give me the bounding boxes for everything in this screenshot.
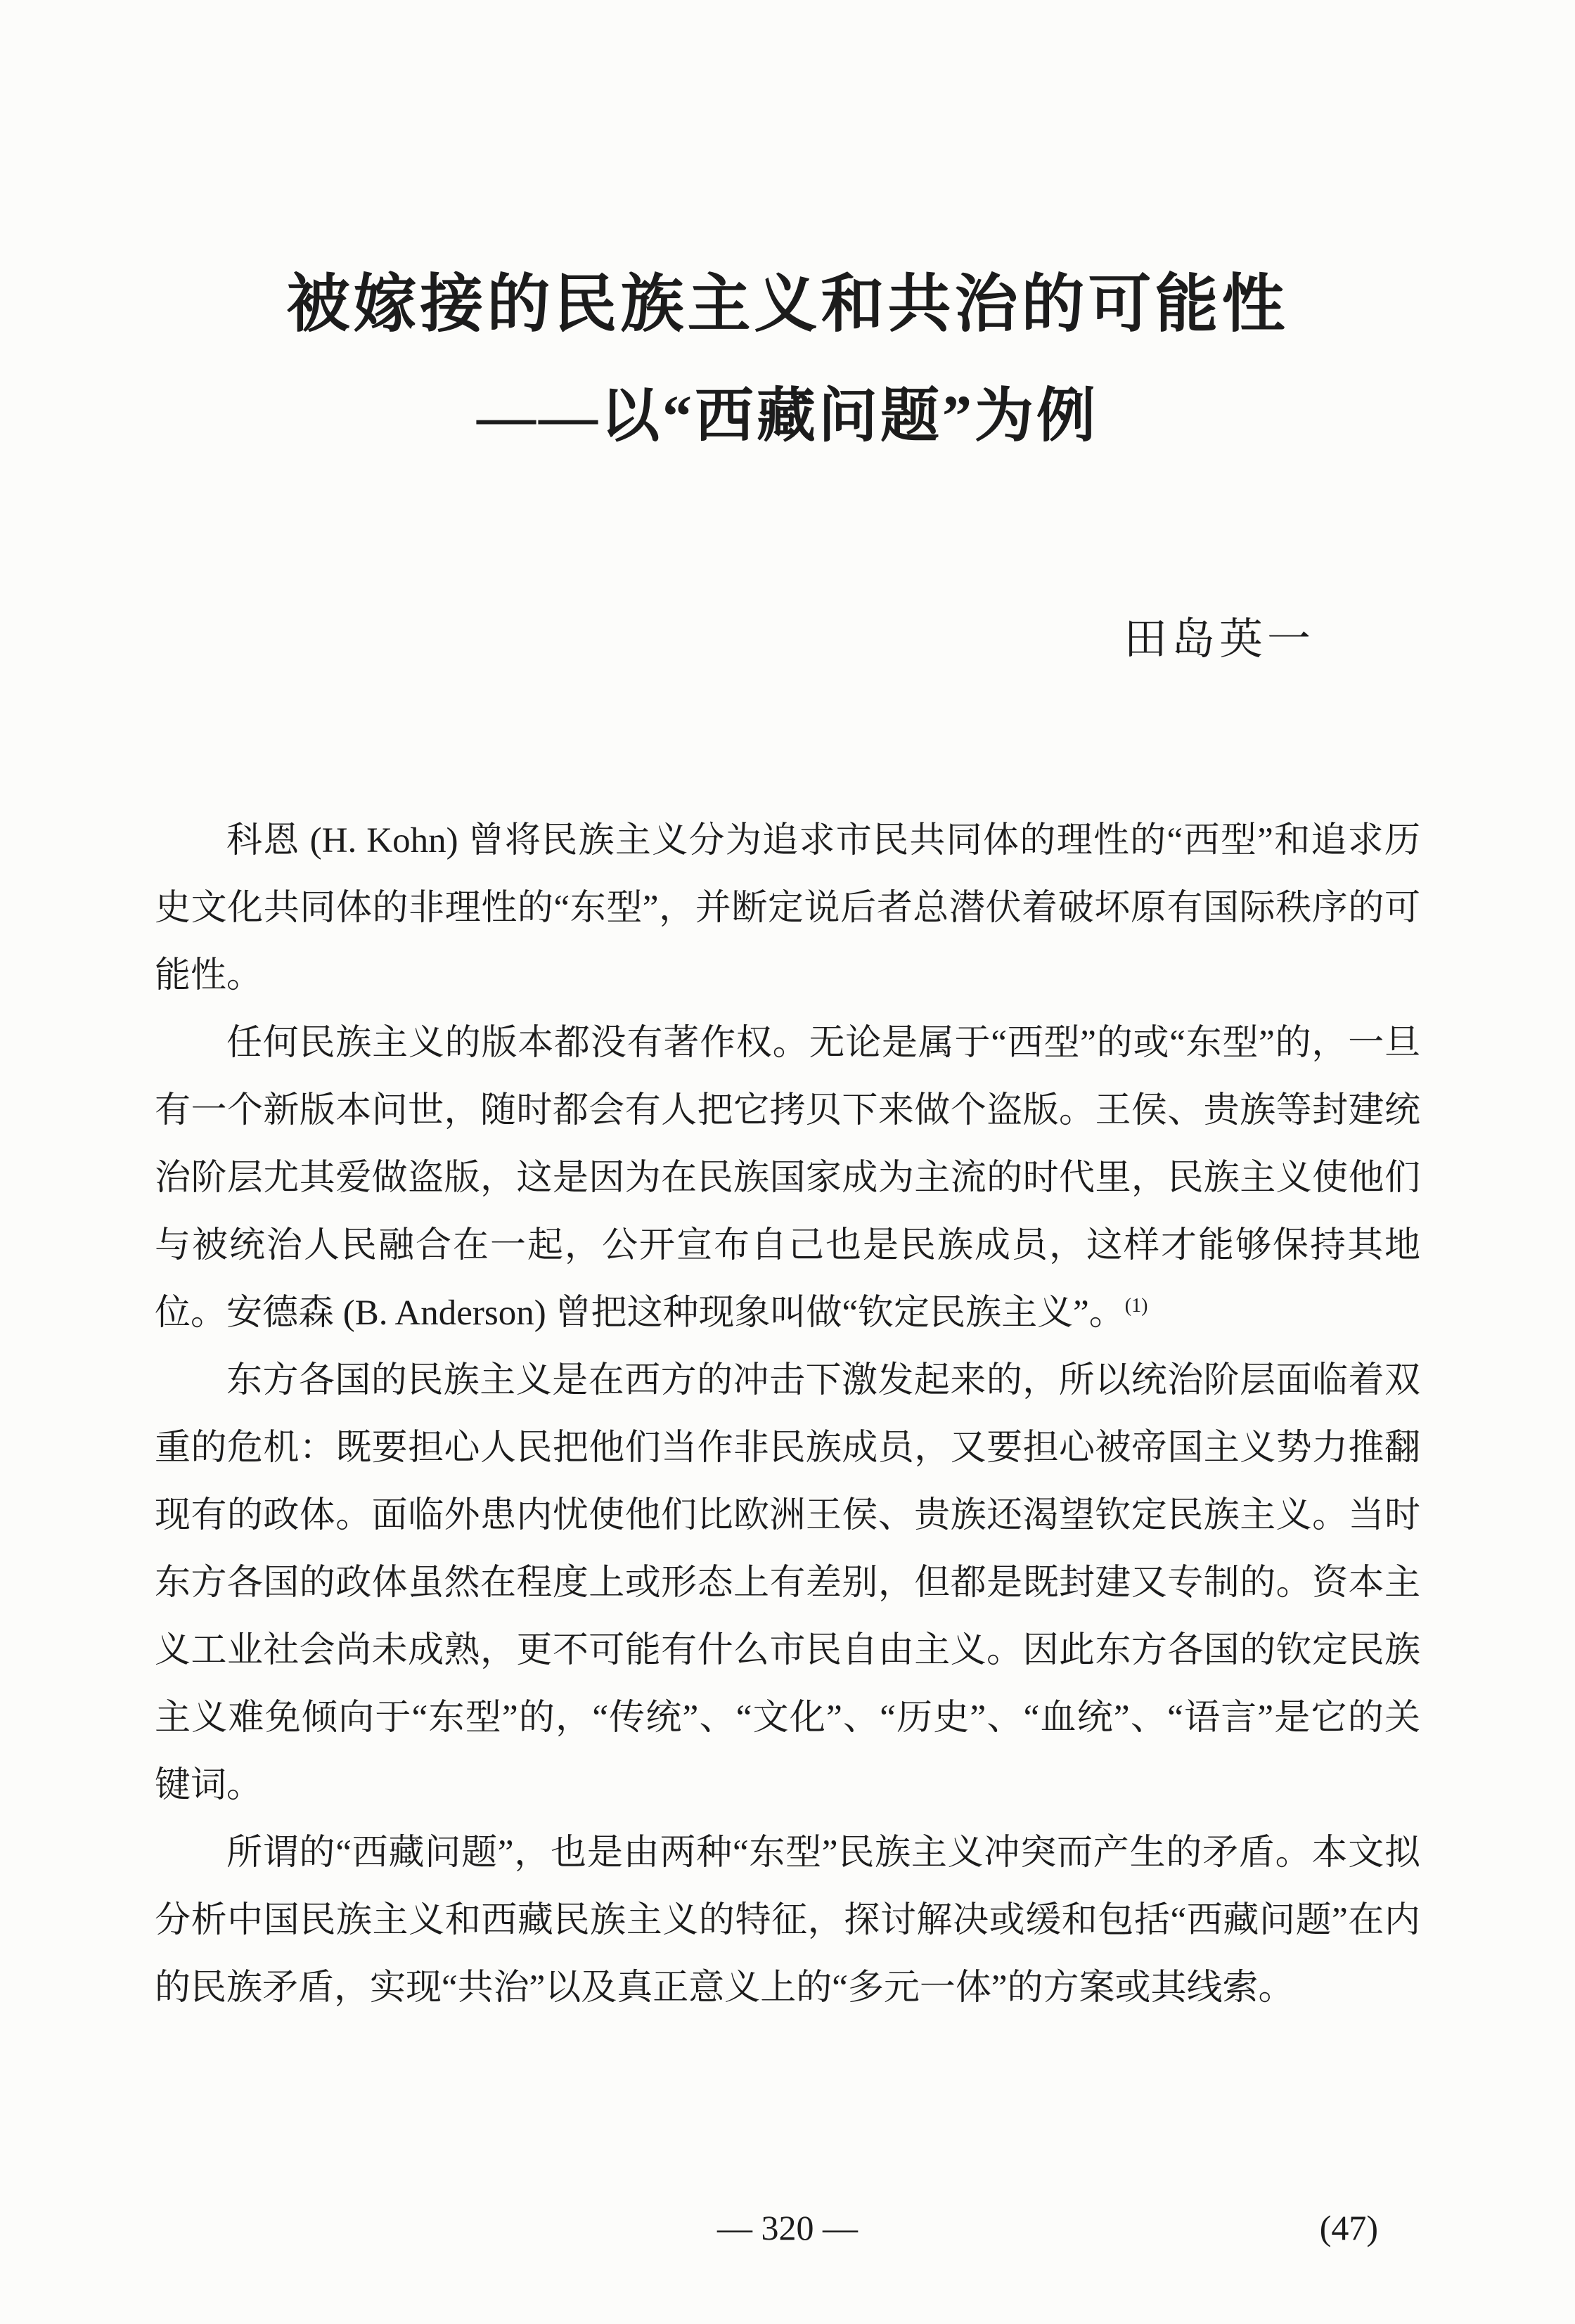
paragraph-text: 科恩 (H. Kohn) 曾将民族主义分为追求市民共同体的理性的“西型”和追求历史文化共同体的非理性的“东型”，并断定说后者总潜伏着破坏原有国际秩序的可能性。 <box>155 820 1420 995</box>
article-title: 被嫁接的民族主义和共治的可能性 <box>286 270 1289 340</box>
article-author: 田岛英一 <box>1123 615 1315 664</box>
article-subtitle: ——以“西藏问题”为例 <box>476 384 1098 449</box>
page-footer <box>155 2207 1420 2248</box>
paragraph-text: 所谓的“西藏问题”，也是由两种“东型”民族主义冲突而产生的矛盾。本文拟分析中国民族主义和西藏民族主义的特征，探讨解决或缓和包括“西藏问题”在内的民族矛盾，实现“共治”以及真正意义上的“多元一体”的方案或其线索。 <box>155 1833 1420 2008</box>
page-number: — 320 — <box>717 2208 858 2247</box>
issue-number: (47) <box>1319 2208 1378 2247</box>
paragraph <box>155 1347 1420 1819</box>
paragraph-text: 任何民族主义的版本都没有著作权。无论是属于“西型”的或“东型”的，一旦有一个新版本问世，随时都会有人把它拷贝下来做个盗版。王侯、贵族等封建统治阶层尤其爱做盗版，这是因为在民族国家成为主流的时代里，民族主义使他们与被统治人民融合在一起，公开宣布自己也是民族成员，这样才能够保持其地位。安德森 (B. Anderson) 曾把这种现象叫做“钦定民族主义”。 <box>155 1023 1420 1333</box>
paragraph <box>155 1009 1420 1347</box>
paragraph <box>155 1819 1420 2022</box>
paragraph-text: 东方各国的民族主义是在西方的冲击下激发起来的，所以统治阶层面临着双重的危机：既要担心人民把他们当作非民族成员，又要担心被帝国主义势力推翻现有的政体。面临外患内忧使他们比欧洲王侯、贵族还渴望钦定民族主义。当时东方各国的政体虽然在程度上或形态上有差别，但都是既封建又专制的。资本主义工业社会尚未成熟，更不可能有什么市民自由主义。因此东方各国的钦定民族主义难免倾向于“东型”的，“传统”、“文化”、“历史”、“血统”、“语言”是它的关键词。 <box>155 1360 1420 1805</box>
footnote-marker: (1) <box>1124 1294 1148 1317</box>
article-body <box>155 807 1420 2022</box>
paragraph <box>155 807 1420 1009</box>
